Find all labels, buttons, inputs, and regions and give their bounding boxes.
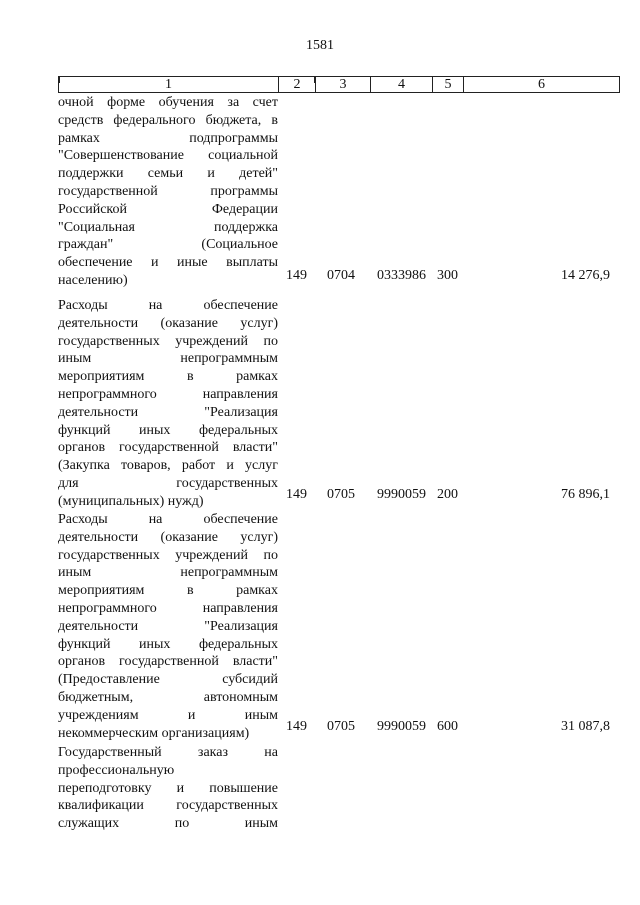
desc-line: Расходы на обеспечение (58, 512, 278, 527)
desc-line: обеспечение и иные выплаты (58, 255, 278, 271)
cell-ministry-code: 149 (286, 719, 307, 734)
desc-line: квалификации государственных (58, 798, 278, 814)
table-header (58, 76, 620, 93)
desc-line: непрограммного направления (58, 386, 278, 402)
desc-line: некоммерческим организациям) (58, 725, 250, 741)
desc-line: непрограммного направления (58, 600, 278, 616)
row-description (58, 94, 278, 290)
desc-line: органов государственной власти" (58, 440, 278, 456)
desc-line: функций иных федеральных (58, 422, 278, 438)
header-col-1: 1 (165, 77, 172, 92)
desc-line: средств федерального бюджета, в (58, 112, 278, 128)
desc-line: деятельности "Реализация (58, 618, 278, 634)
desc-line: мероприятиям в рамках (58, 583, 278, 599)
cell-expense-type: 600 (437, 719, 458, 734)
desc-line: переподготовку и повышение (58, 780, 278, 796)
header-col-2: 2 (278, 77, 315, 92)
row-description (58, 297, 278, 511)
desc-line: Российской Федерации (58, 201, 278, 217)
desc-line: бюджетным, автономным (58, 689, 278, 705)
cell-section-code: 0705 (327, 487, 355, 502)
desc-line: "Совершенствование социальной (58, 148, 278, 164)
desc-line: (муниципальных) нужд) (58, 493, 204, 509)
row-description (58, 511, 278, 742)
cell-target-article: 9990059 (377, 719, 426, 734)
desc-line: государственных учреждений по (58, 547, 278, 563)
cell-section-code: 0704 (327, 268, 355, 283)
header-tick (314, 77, 315, 83)
desc-line: рамках подпрограммы (58, 130, 278, 146)
page-number: 1581 (306, 38, 334, 53)
desc-line: учреждениям и иным (58, 707, 278, 723)
desc-line: мероприятиям в рамках (58, 369, 278, 385)
desc-line: иным непрограммным (58, 565, 278, 581)
desc-line: граждан" (Социальное (58, 237, 278, 253)
desc-line: (Закупка товаров, работ и услуг (58, 458, 278, 474)
desc-line: функций иных федеральных (58, 636, 278, 652)
header-col-3: 3 (315, 77, 370, 92)
desc-line: государственной программы (58, 183, 278, 199)
cell-expense-type: 300 (437, 268, 458, 283)
cell-ministry-code: 149 (286, 268, 307, 283)
desc-line: (Предоставление субсидий (58, 672, 278, 688)
cell-ministry-code: 149 (286, 487, 307, 502)
cell-target-article: 0333986 (377, 268, 426, 283)
cell-section-code: 0705 (327, 719, 355, 734)
desc-line: населению) (58, 272, 128, 288)
desc-line: деятельности (оказание услуг) (58, 315, 278, 331)
desc-line: служащих по иным (58, 816, 278, 832)
desc-line: "Социальная поддержка (58, 219, 278, 235)
desc-line: очной форме обучения за счет (58, 95, 278, 110)
header-col-6: 6 (463, 77, 619, 92)
cell-amount: 76 896,1 (561, 487, 610, 502)
desc-line: деятельности "Реализация (58, 404, 278, 420)
desc-line: Расходы на обеспечение (58, 298, 278, 313)
cell-expense-type: 200 (437, 487, 458, 502)
desc-line: Государственный заказ на (58, 745, 278, 760)
desc-line: органов государственной власти" (58, 654, 278, 670)
desc-line: поддержки семьи и детей" (58, 166, 278, 182)
desc-line: государственных учреждений по (58, 333, 278, 349)
header-col-5: 5 (432, 77, 463, 92)
row-description (58, 744, 278, 833)
cell-target-article: 9990059 (377, 487, 426, 502)
cell-amount: 31 087,8 (561, 719, 610, 734)
desc-line: для государственных (58, 475, 278, 491)
header-tick (59, 77, 60, 83)
cell-amount: 14 276,9 (561, 268, 610, 283)
desc-line: деятельности (оказание услуг) (58, 529, 278, 545)
desc-line: иным непрограммным (58, 351, 278, 367)
desc-line: профессиональную (58, 762, 175, 778)
header-col-4: 4 (370, 77, 432, 92)
